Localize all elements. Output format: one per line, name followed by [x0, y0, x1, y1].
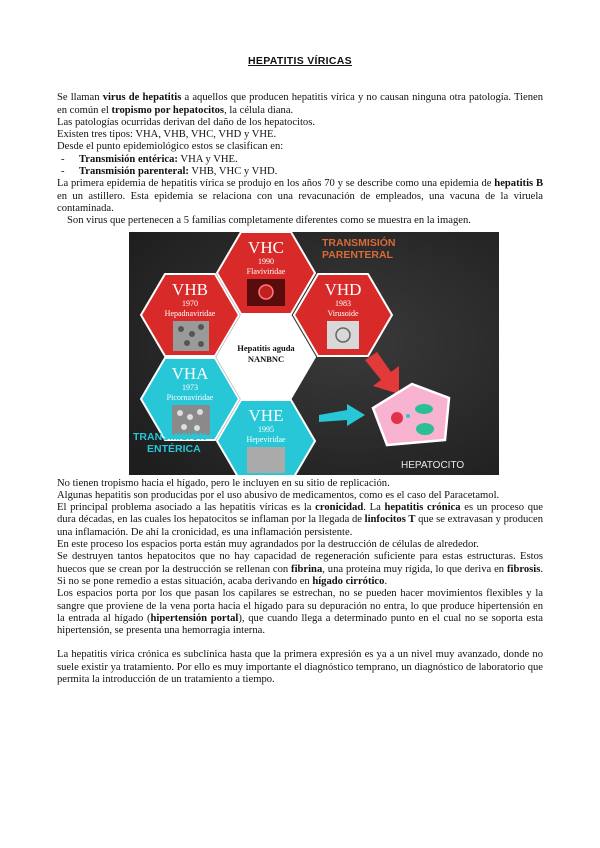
vhc-year: 1990 — [258, 256, 274, 266]
vhe-family: Hepeviridae — [246, 434, 286, 444]
text-run: en un astillero. Esta epidemia se relaciona con una revacunación de empleados, una vacuna de la viruela contaminada. — [57, 190, 543, 214]
vhd-micrograph — [327, 321, 359, 349]
paragraph-portal-spaces: En este proceso los espacios porta están muy agrandados por la destrucción de células de alrededor. — [57, 539, 479, 551]
text-run: , una proteína muy rígida, lo que deriva en — [322, 563, 507, 575]
text-run: El principal problema asociado a las hepatitis víricas es la — [57, 502, 316, 514]
paragraph-diagnosis: La hepatitis vírica crónica es subclínica hasta que la primera expresión es ya a un nivel muy avanzado, donde no suele existir ya tratamiento. Por ello es muy importante el diagnóstico temprano, un diagnóstico de laboratorio que permita la introducción de un tratamiento a tiempo. — [57, 649, 544, 686]
vhd-family: Virusoide — [327, 308, 359, 318]
bold-term: Transmisión entérica: — [79, 153, 178, 165]
label-parenteral-1: TRANSMISIÓN — [322, 236, 396, 249]
text-run: . Si no se pone remedio a estas situación, acaba derivando en — [57, 563, 543, 587]
label-parenteral-2: PARENTERAL — [322, 248, 393, 261]
bold-term: fibrosis — [506, 563, 541, 575]
label-hepatocito: HEPATOCITO — [401, 459, 465, 471]
paragraph-epidemiology: Desde el punto epidemiológico estos se clasifican en: — [57, 141, 284, 153]
bold-term: hepatitis crónica — [384, 502, 461, 514]
bold-term: hipertensión portal — [150, 612, 239, 624]
paragraph-chronicity — [57, 502, 543, 539]
vhb-name: VHB — [172, 279, 208, 299]
label-enteric-1: TRANSMISIÓN — [133, 430, 207, 443]
list-item-enteric — [57, 154, 543, 166]
figure-svg — [129, 232, 499, 475]
page-title: HEPATITIS VÍRICAS — [248, 55, 352, 67]
paragraph-damage: Las patologías ocurridas derivan del daño de los hepatocitos. — [57, 116, 316, 128]
paragraph-tropism: No tienen tropismo hacia el hígado, pero le incluyen en su sitio de replicación. — [57, 477, 390, 489]
text-run: Los espacios porta por los que pasan los capilares se estrechan, no se pueden hacer movimientos flexibles y la sangre que proviene de la vena porta hacia el hígado para su depuración no entra, lo que produce hipertensión en la entrada al hígado ( — [57, 588, 543, 624]
text-run: Se llaman — [57, 92, 103, 104]
text-run: ), que cuando llega a determinado punto en el cual no se soporta esta hipertensión, se presenta una hemorragia interna. — [57, 612, 543, 637]
text-run: VHA y VHE. — [177, 153, 238, 165]
bold-term: virus de hepatitis — [102, 92, 182, 104]
vhe-micrograph — [247, 447, 285, 473]
text-run: que se extravasan y producen una inflamación. De ahí la cronicidad, es una inflamación persistente. — [57, 514, 543, 538]
center-label-2: NANBNC — [247, 353, 285, 364]
paragraph-portal-hypertension — [57, 588, 543, 637]
text-run: Se destruyen tantos hepatocitos que no hay capacidad de regeneración suficiente para estas estructuras. Estos huecos que se crean por la destrucción se rellenan con — [57, 551, 543, 575]
text-run: , la célula diana. — [224, 104, 294, 116]
text-run: . — [384, 575, 388, 587]
list-item-parenteral — [57, 166, 543, 178]
text-run: es un proceso que dura décadas, en las cuales los hepatocitos se inflaman por la llegada de — [57, 502, 543, 526]
vhb-family: Hepadnaviridae — [164, 308, 216, 318]
vhc-family: Flaviviridae — [246, 266, 286, 276]
vha-year: 1973 — [182, 382, 198, 392]
virus-families-figure — [129, 232, 499, 475]
vhd-year: 1983 — [335, 298, 351, 308]
vhb-year: 1970 — [182, 298, 198, 308]
red-virus — [391, 412, 403, 424]
text-run: a aquellos que producen hepatitis vírica y no causan ninguna otra patología. Tienen en común el — [57, 92, 544, 116]
text-run: La primera epidemia de hepatitis vírica se produjo en los años 70 y se describe como una epidemia de — [57, 178, 495, 190]
paragraph-first-epidemic — [57, 178, 543, 215]
green-organelle — [415, 404, 433, 414]
vhe-name: VHE — [248, 405, 284, 425]
bold-term: tropismo por hepatocitos — [111, 104, 225, 116]
paragraph-drugs: Algunas hepatitis son producidas por el uso abusivo de medicamentos, como es el caso del Paracetamol. — [57, 489, 500, 501]
bold-term: hepatitis B — [494, 178, 544, 190]
bold-term: fibrina — [291, 563, 323, 575]
bold-term: hígado cirrótico — [312, 575, 385, 587]
paragraph-families: Son virus que pertenecen a 5 familias completamente diferentes como se muestra en la imagen. — [67, 215, 471, 227]
vhc-name: VHC — [248, 237, 284, 257]
paragraph-types: Existen tres tipos: VHA, VHB, VHC, VHD y VHE. — [57, 129, 277, 141]
vhd-name: VHD — [324, 279, 362, 299]
bold-term: cronicidad — [315, 502, 364, 514]
text-run: . La — [363, 502, 385, 514]
green-organelle — [416, 423, 434, 435]
spacer — [57, 637, 543, 649]
label-enteric-2: ENTÉRICA — [147, 442, 201, 455]
bold-term: Transmisión parenteral: — [79, 166, 189, 178]
vha-name: VHA — [171, 363, 209, 383]
center-label-1: Hepatitis aguda — [237, 342, 295, 353]
vha-family: Picornaviridae — [166, 392, 214, 402]
paragraph-fibrosis — [57, 551, 543, 588]
paragraph-definition — [57, 92, 543, 117]
bold-term: linfocitos T — [364, 514, 416, 526]
text-run: VHB, VHC y VHD. — [188, 166, 278, 178]
vhe-year: 1995 — [258, 424, 274, 434]
document-page — [57, 55, 543, 686]
